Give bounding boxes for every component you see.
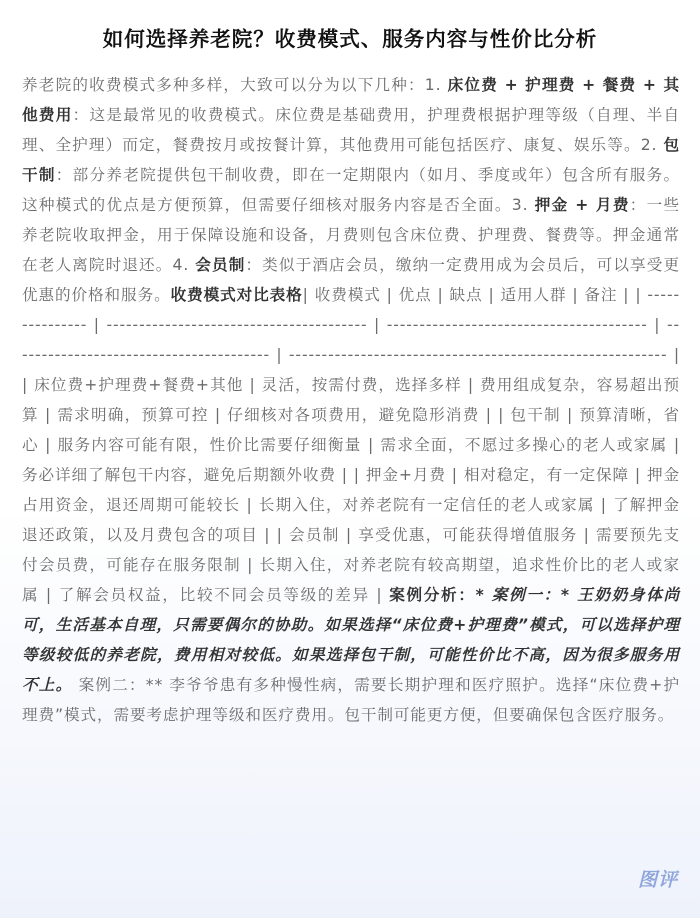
article-body [22,70,680,730]
mode3-description: ：一些养老院收取押金，用于保障设施和设备，月费则包含床位费、护理费、餐费等。押金通常在老人离院时退还。 [22,196,680,274]
mode3-number: 3. [511,196,535,214]
case-heading: 案例分析： [389,586,476,604]
comparison-table-text: | 收费模式 | 优点 | 缺点 | 适用人群 | 备注 | | --------------- | ---------------------------------------- | ---------------------------------------- | ---------------------------------------- | ---------------------------------------------------------- | | 床位费+护理费+餐费+其他 | 灵活，按需付费，选择多样 | 费用组成复杂，容易超出预算 | 需求明确，预算可控 | 仔细核对各项费用，避免隐形消费 | | 包干制 | 预算清晰，省心 | 服务内容可能有限，性价比需要仔细衡量 | 需求全面，不愿过多操心的老人或家属 | 务必详细了解包干内容，避免后期额外收费 | | 押金+月费 | 相对稳定，有一定保障 | 押金占用资金，退还周期可能较长 | 长期入住，对养老院有一定信任的老人或家属 | 了解押金退还政策，以及月费包含的项目 | | 会员制 | 享受优惠，可能获得增值服务 | 需要预先支付会员费，可能存在服务限制 | 长期入住，对养老院有较高期望，追求性价比的老人或家属 | 了解会员权益，比较不同会员等级的差异 | [22,286,680,604]
mode2-number: 2. [640,136,664,154]
mode2-description: ：部分养老院提供包干制收费，即在一定期限内（如月、季度或年）包含所有服务。这种模式的优点是方便预算，但需要仔细核对服务内容是否全面。 [22,166,680,214]
mode1-number: 1. [424,76,448,94]
mode4-name: 会员制 [195,256,246,274]
mode1-description: ：这是最常见的收费模式。床位费是基础费用，护理费根据护理等级（自理、半自理、全护理）而定，餐费按月或按餐计算，其他费用可能包括医疗、康复、娱乐等。 [22,106,681,154]
table-heading: 收费模式对比表格 [170,286,303,304]
mode4-number: 4. [172,256,196,274]
watermark-logo: 图评 [637,869,678,891]
intro-text: 养老院的收费模式多种多样，大致可以分为以下几种： [22,76,425,94]
case2-text: 案例二：** 李爷爷患有多种慢性病，需要长期护理和医疗照护。选择“床位费+护理费”模式，需要考虑护理等级和医疗费用。包干制可能更方便，但要确保包含医疗服务。 [22,676,680,724]
case1-text: * 案例一：* 王奶奶身体尚可，生活基本自理，只需要偶尔的协助。如果选择“床位费+护理费”模式，可以选择护理等级较低的养老院，费用相对较低。如果选择包干制，可能性价比不高，因为很多服务用不上。 [22,586,680,694]
mode3-name: 押金 + 月费 [534,196,630,214]
article-title: 如何选择养老院？收费模式、服务内容与性价比分析 [102,27,598,51]
mode4-description: ：类似于酒店会员，缴纳一定费用成为会员后，可以享受更优惠的价格和服务。 [22,256,680,304]
mode2-name: 包干制 [22,136,680,184]
mode1-name: 床位费 + 护理费 + 餐费 + 其他费用 [22,76,680,124]
